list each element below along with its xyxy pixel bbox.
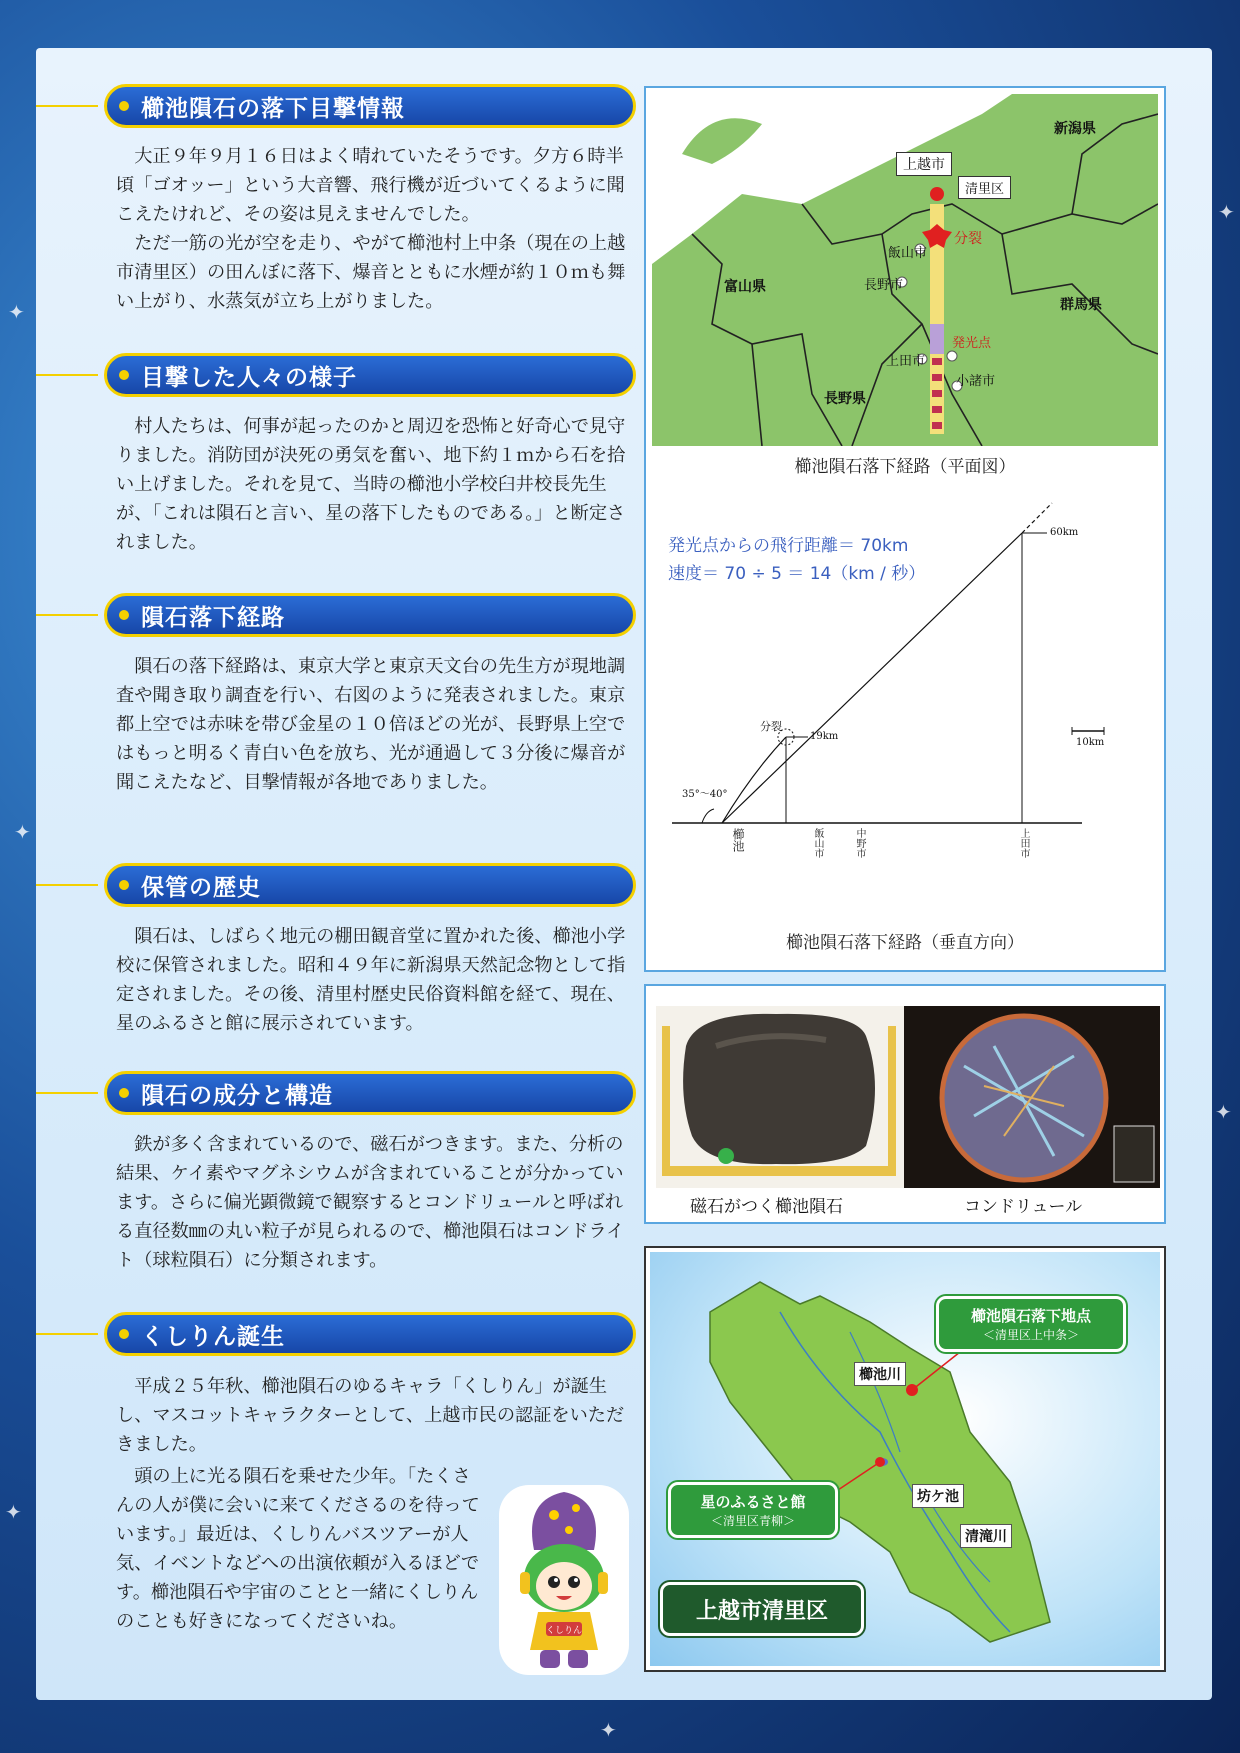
place-kushiike: 櫛池 bbox=[731, 828, 745, 852]
paragraph: ただ一筋の光が空を走り、やがて櫛池村上中条（現在の上越市清里区）の田んぼに落下、爆音とともに水煙が約１０ｍも舞い上がり、水蒸気が立ち上がりました。 bbox=[116, 233, 626, 312]
heading-text: 櫛池隕石の落下目撃情報 bbox=[141, 95, 405, 122]
map-label-toyama: 富山県 bbox=[724, 279, 766, 295]
map-label-joetsu: 上越市 bbox=[896, 152, 952, 176]
heading-text: 隕石の成分と構造 bbox=[141, 1082, 333, 1109]
connector-line bbox=[36, 884, 98, 886]
map-label-gunma: 群馬県 bbox=[1060, 297, 1102, 313]
connector-line bbox=[36, 105, 98, 107]
area-title-text: 上越市清里区 bbox=[695, 1599, 828, 1624]
map-label-iiyama: 飯山市 bbox=[888, 246, 928, 261]
paragraph: 大正９年９月１６日はよく晴れていたそうです。夕方６時半頃「ゴオッー」という大音響、飛行機が近づいてくるように聞こえたけれど、その姿は見えませんでした。 bbox=[116, 146, 625, 225]
paragraph: 鉄が多く含まれているので、磁石がつきます。また、分析の結果、ケイ素やマグネシウムが含まれていることが分かっています。さらに偏光顕微鏡で観察するとコンドリュールと呼ばれる直径数㎜の丸い粒子が見られるので、櫛池隕石はコンドライト（球粒隕石）に分類されます。 bbox=[116, 1134, 625, 1271]
label-angle: 35°～40° bbox=[682, 789, 728, 800]
map-label-kiyosato: 清里区 bbox=[958, 176, 1011, 199]
paragraph: 隕石の落下経路は、東京大学と東京天文台の先生方が現地調査や聞き取り調査を行い、右図のように発表されました。東京都上空では赤味を帯び金星の１０倍ほどの光が、長野県上空ではもっと明るく青白い色を放ち、光が通過して３分後に爆音が聞こえたなど、目撃情報が各地でありました。 bbox=[116, 656, 626, 793]
section-heading bbox=[104, 1071, 636, 1115]
star-decoration: ✦ bbox=[5, 1500, 22, 1524]
photos-panel bbox=[644, 984, 1166, 1224]
paragraph: 頭の上に光る隕石を乗せた少年。「たくさんの人が僕に会いに来てくださるのを待っています。」最近は、くしりんバスツアーが人気、イベントなどへの出演依頼が入るほどです。櫛池隕石や宇宙のことと一緒にくしりんのことも好きになってくださいね。 bbox=[116, 1466, 480, 1632]
callout-museum bbox=[668, 1482, 838, 1538]
meteorite-photo bbox=[656, 1006, 904, 1188]
vertical-diagram-caption: 櫛池隕石落下経路（垂直方向） bbox=[786, 933, 1024, 953]
section-body bbox=[116, 652, 634, 797]
heading-text: 保管の歴史 bbox=[141, 874, 261, 901]
section-heading bbox=[104, 593, 636, 637]
museum-title: 星のふるさと館 bbox=[700, 1493, 806, 1511]
callout-fall-site bbox=[936, 1296, 1126, 1352]
label-19km: 19km bbox=[810, 731, 839, 742]
paragraph: 平成２５年秋、櫛池隕石のゆるキャラ「くしりん」が誕生し、マスコットキャラクターとして、上越市民の認証をいただきました。 bbox=[116, 1376, 625, 1455]
section-heading bbox=[104, 353, 636, 397]
area-title-badge bbox=[660, 1582, 864, 1636]
section-heading bbox=[104, 863, 636, 907]
star-decoration: ✦ bbox=[8, 300, 25, 324]
page-panel bbox=[36, 48, 1212, 1700]
star-decoration: ✦ bbox=[14, 820, 31, 844]
place-ueda: 上田市 bbox=[1018, 828, 1029, 858]
star-decoration: ✦ bbox=[1215, 1100, 1232, 1124]
heading-text: 目撃した人々の様子 bbox=[141, 364, 357, 391]
heading-text: くしりん誕生 bbox=[141, 1323, 285, 1350]
formula-distance: 発光点からの飛行距離＝ 70km bbox=[668, 536, 909, 556]
star-decoration: ✦ bbox=[1218, 200, 1235, 224]
label-kiyotaki-river: 清滝川 bbox=[960, 1524, 1012, 1548]
place-iiyama: 飯山市 bbox=[812, 828, 823, 858]
map-label-niigata: 新潟県 bbox=[1054, 121, 1096, 137]
map-label-hakko: 発光点 bbox=[952, 336, 992, 351]
plan-map bbox=[652, 94, 1158, 446]
meteorite-photo-caption: 磁石がつく櫛池隕石 bbox=[690, 1197, 843, 1217]
plan-map-graphic bbox=[652, 94, 1158, 446]
area-map-panel bbox=[644, 1246, 1166, 1672]
trajectory-extension bbox=[1022, 503, 1052, 533]
map-label-nagano-pref: 長野県 bbox=[824, 391, 866, 407]
plan-map-caption: 櫛池隕石落下経路（平面図） bbox=[794, 457, 1016, 477]
star-decoration: ✦ bbox=[600, 1718, 617, 1742]
map-label-nagano-city: 長野市 bbox=[864, 278, 904, 293]
label-kushiike-river: 櫛池川 bbox=[854, 1362, 906, 1386]
connector-line bbox=[36, 1333, 98, 1335]
section-body-wrap bbox=[116, 1462, 488, 1636]
label-bogaike: 坊ケ池 bbox=[912, 1484, 964, 1508]
area-map bbox=[650, 1252, 1160, 1666]
museum-sub: ＜清里区青柳＞ bbox=[710, 1514, 795, 1528]
route-diagram-panel bbox=[644, 86, 1166, 972]
place-nakano: 中野市 bbox=[854, 828, 865, 858]
connector-line bbox=[36, 1092, 98, 1094]
section-body bbox=[116, 922, 634, 1038]
paragraph: 村人たちは、何事が起ったのかと周辺を恐怖と好奇心で見守りました。消防団が決死の勇気を奮い、地下約１ｍから石を拾い上げました。それを見て、当時の櫛池小学校臼井校長先生が、「これは隕石と言い、星の落下したものである。」と断定されました。 bbox=[116, 416, 626, 553]
chondrule-photo-caption: コンドリュール bbox=[964, 1197, 1083, 1217]
map-label-bunretsu: 分裂 bbox=[954, 231, 982, 247]
paragraph: 隕石は、しばらく地元の棚田観音堂に置かれた後、櫛池小学校に保管されました。昭和４９年に新潟県天然記念物として指定されました。その後、清里村歴史民俗資料館を経て、現在、星のふるさと館に展示されています。 bbox=[116, 926, 626, 1034]
section-body bbox=[116, 1130, 634, 1275]
fall-curve bbox=[722, 737, 786, 823]
formula-speed: 速度＝ 70 ÷ 5 ＝ 14（km / 秒） bbox=[668, 564, 926, 584]
connector-line bbox=[36, 374, 98, 376]
mascot-badge-text: くしりん bbox=[545, 1626, 583, 1636]
section-body bbox=[116, 1372, 634, 1459]
label-scale-10km: 10km bbox=[1076, 737, 1105, 748]
connector-line bbox=[36, 614, 98, 616]
fall-site-title: 櫛池隕石落下地点 bbox=[970, 1307, 1091, 1325]
chondrule-photo bbox=[904, 1006, 1160, 1188]
heading-text: 隕石落下経路 bbox=[141, 604, 285, 631]
section-heading bbox=[104, 1312, 636, 1356]
section-body bbox=[116, 412, 634, 557]
label-bunretsu: 分裂 bbox=[760, 720, 782, 733]
angle-arc bbox=[702, 809, 714, 823]
map-label-ueda: 上田市 bbox=[886, 354, 926, 369]
kushirin-mascot bbox=[494, 1480, 634, 1680]
fall-site-sub: ＜清里区上中条＞ bbox=[982, 1328, 1079, 1342]
section-heading bbox=[104, 84, 636, 128]
map-label-komoro: 小諸市 bbox=[956, 374, 996, 389]
label-60km: 60km bbox=[1050, 527, 1079, 538]
section-body bbox=[116, 142, 634, 316]
